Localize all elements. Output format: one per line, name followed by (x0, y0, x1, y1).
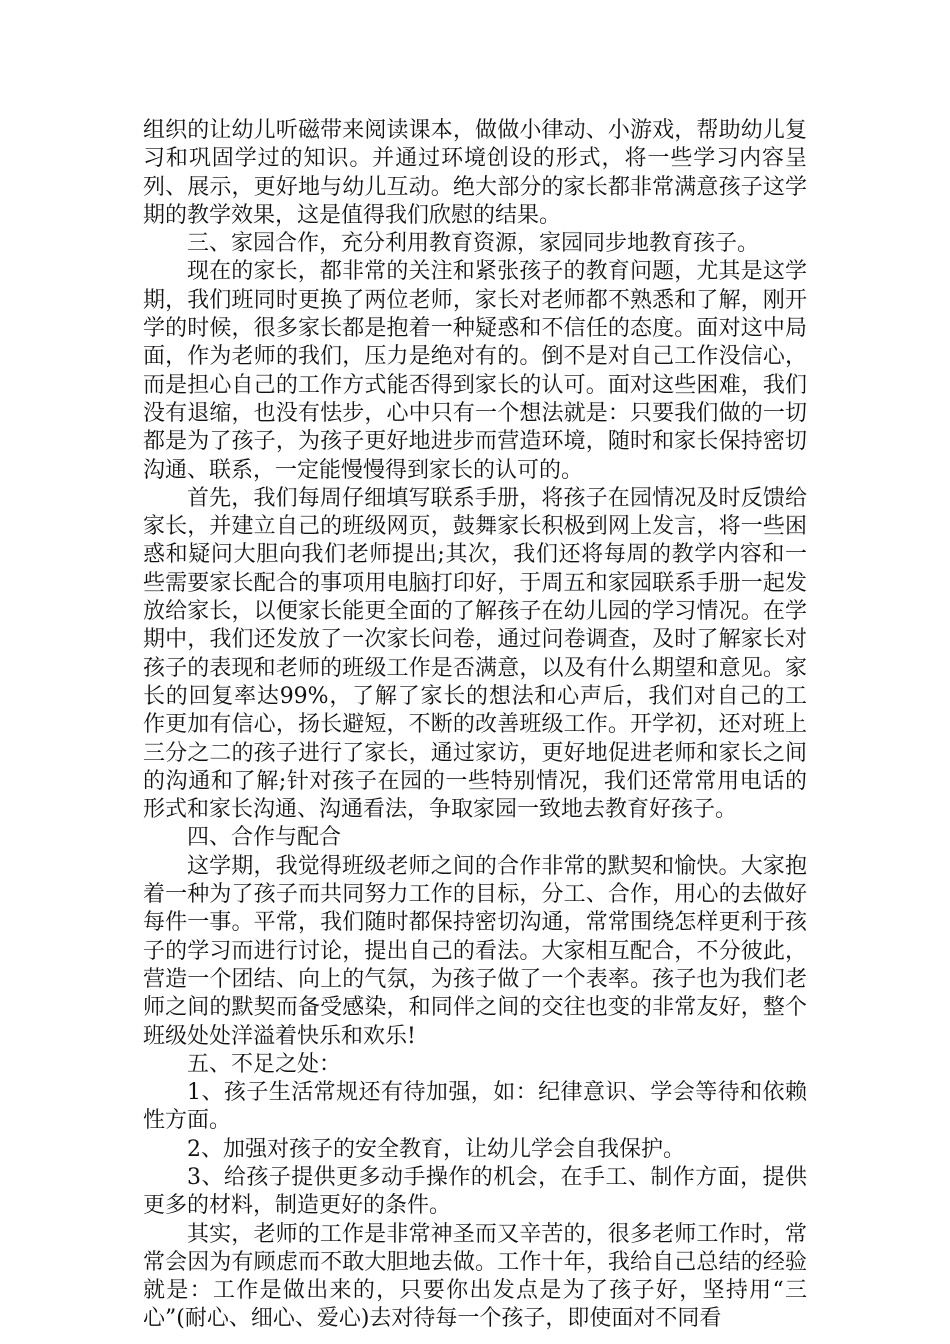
paragraph-summary: 其实，老师的工作是非常神圣而又辛苦的，很多老师工作时，常常会因为有顾虑而不敢大胆地去做。工作十年，我给自己总结的经验就是：工作是做出来的，只要你出发点是为了孩子好，坚持用“三心”(耐心、细心、爱心)去对待每一个孩子，即使面对不同看 (143, 1221, 807, 1332)
list-item-shortcoming-2: 2、加强对孩子的安全教育，让幼儿学会自我保护。 (187, 1136, 685, 1162)
list-item-shortcoming-3: 3、给孩子提供更多动手操作的机会，在手工、制作方面，提供更多的材料，制造更好的条件。 (143, 1164, 807, 1219)
section-heading-cooperation: 四、合作与配合 (187, 825, 342, 851)
list-item-shortcoming-1: 1、孩子生活常规还有待加强，如：纪律意识、学会等待和依赖性方面。 (143, 1080, 807, 1134)
paragraph-communication-measures: 首先，我们每周仔细填写联系手册，将孩子在园情况及时反馈给家长，并建立自己的班级网页，鼓舞家长积极到网上发言，将一些困惑和疑问大胆向我们老师提出;其次，我们还将每周的教学内容和一些需要家长配合的事项用电脑打印好，于周五和家园联系手册一起发放给家长，以便家长能更全面的了解孩子在幼儿园的学习情况。在学期中，我们还发放了一次家长问卷，通过问卷调查，及时了解家长对孩子的表现和老师的班级工作是否满意，以及有什么期望和意见。家长的回复率达99%，了解了家长的想法和心声后，我们对自己的工作更加有信心，扬长避短，不断的改善班级工作。开学初，还对班上三分之二的孩子进行了家长，通过家访，更好地促进老师和家长之间的沟通和了解;针对孩子在园的一些特别情况，我们还常常用电话的形式和家长沟通、沟通看法，争取家园一致地去教育好孩子。 (143, 485, 807, 823)
paragraph-continuation: 组织的让幼儿听磁带来阅读课本，做做小律动、小游戏，帮助幼儿复习和巩固学过的知识。并通过环境创设的形式，将一些学习内容呈列、展示，更好地与幼儿互动。绝大部分的家长都非常满意孩子这学期的教学效果，这是值得我们欣慰的结果。 (143, 118, 807, 228)
paragraph-parents-concern: 现在的家长，都非常的关注和紧张孩子的教育问题，尤其是这学期，我们班同时更换了两位老师，家长对老师都不熟悉和了解，刚开学的时候，很多家长都是抱着一种疑惑和不信任的态度。面对这中局面，作为老师的我们，压力是绝对有的。倒不是对自己工作没信心，而是担心自己的工作方式能否得到家长的认可。面对这些困难，我们没有退缩，也没有怯步，心中只有一个想法就是：只要我们做的一切都是为了孩子，为孩子更好地进步而营造环境，随时和家长保持密切沟通、联系，一定能慢慢得到家长的认可的。 (143, 259, 807, 483)
document-body (143, 117, 807, 1334)
section-heading-shortcomings: 五、不足之处： (187, 1051, 342, 1077)
paragraph-teacher-cooperation: 这学期，我觉得班级老师之间的合作非常的默契和愉快。大家抱着一种为了孩子而共同努力工作的目标，分工、合作，用心的去做好每件一事。平常，我们随时都保持密切沟通，常常围绕怎样更利于孩子的学习而进行讨论，提出自己的看法。大家相互配合，不分彼此，营造一个团结、向上的气氛，为孩子做了一个表率。孩子也为我们老师之间的默契而备受感染，和同伴之间的交往也变的非常友好，整个班级处处洋溢着快乐和欢乐! (143, 853, 807, 1049)
section-heading-home-school-cooperation: 三、家园合作，充分利用教育资源，家园同步地教育孩子。 (187, 231, 760, 257)
